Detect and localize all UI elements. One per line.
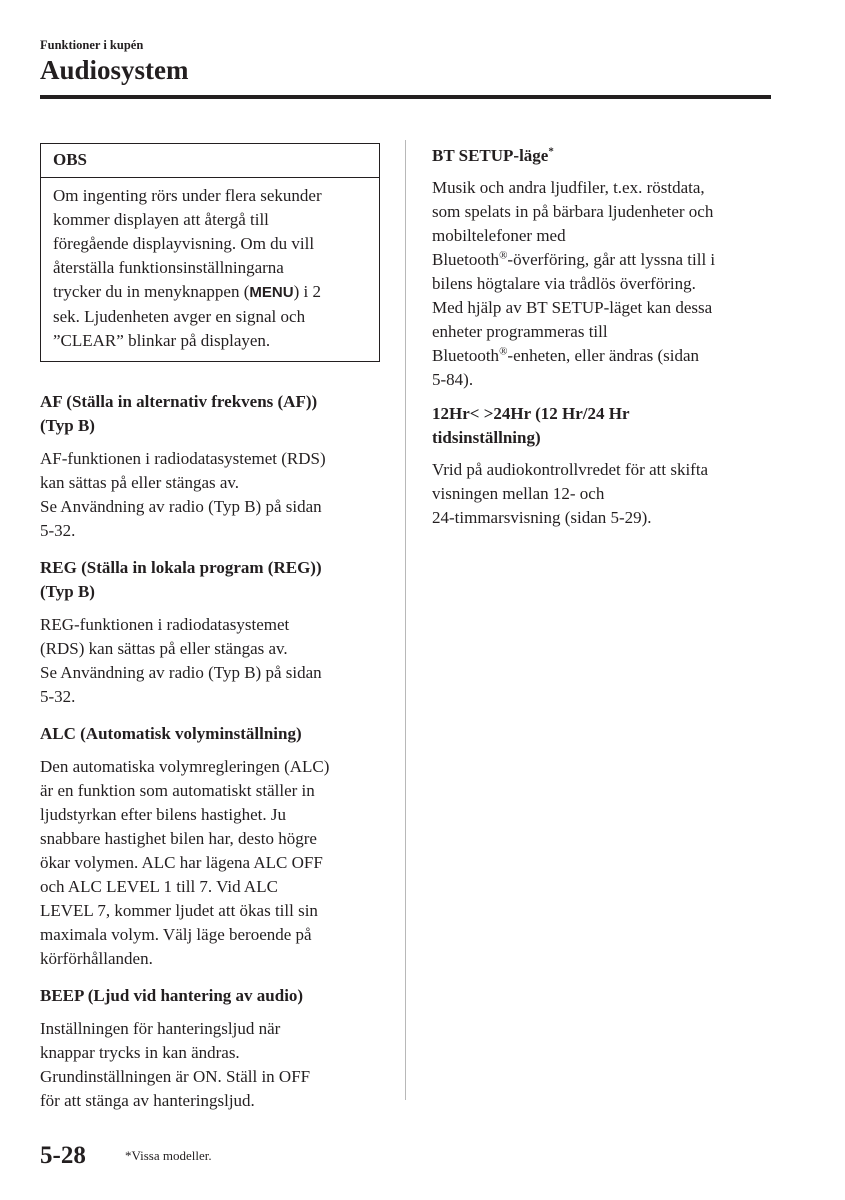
section-body: Vrid på audiokontrollvredet för att skifta visningen mellan 12- och 24-timmarsvisning (sidan 5-29). [432,460,709,527]
section-clock [432,402,772,530]
left-column [40,143,380,1126]
section-heading: 12Hr< >24Hr (12 Hr/24 Hr tidsinställning) [432,404,630,447]
note-text-part-1: Om ingenting rörs under flera sekunder kommer displayen att återgå till föregående displayvisning. Om du vill återställa funktionsinställningarna trycker du in menyknappen ( [53,186,322,302]
title-rule [40,95,771,99]
right-column [432,144,772,540]
model-mark: * [548,145,554,158]
note-box [40,143,380,362]
column-divider [405,140,406,1100]
page-title: Audiosystem [40,55,189,85]
menu-key-label: MENU [249,284,294,302]
section-reg [40,556,380,709]
section-body: Inställningen för hanteringsljud när knappar trycks in kan ändras. Grundinställningen är ON. Ställ in OFF för att stänga av hanteringsljud. [40,1019,311,1111]
registered-mark: ® [499,345,508,358]
bt-body-part-2: -överföring, går att lyssna till i bilens högtalare via trådlös överföring. Med hjälp av BT SETUP-läget kan dessa enheter programmeras till Bluetooth [432,250,716,365]
section-heading: AF (Ställa in alternativ frekvens (AF)) (Typ B) [40,392,318,436]
footnote: *Vissa modeller. [125,1148,212,1163]
section-beep [40,984,380,1113]
section-heading [432,144,772,168]
section-heading: ALC (Automatisk volyminställning) [40,724,302,744]
section-af [40,390,380,543]
section-body: REG-funktionen i radiodatasystemet (RDS) kan sättas på eller stängas av. Se Användning av radio (Typ B) på sidan 5-32. [40,615,322,707]
section-alc [40,722,380,971]
section-bt-setup [432,144,772,392]
registered-mark: ® [499,249,508,262]
section-body: AF-funktionen i radiodatasystemet (RDS) kan sättas på eller stängas av. Se Användning av radio (Typ B) på sidan 5-32. [40,449,326,541]
section-body [432,176,772,392]
section-body: Den automatiska volymregleringen (ALC) är en funktion som automatiskt ställer in ljudstyrkan efter bilens hastighet. Ju snabbare hastighet bilen har, desto högre ökar volymen. ALC har lägena ALC OFF och ALC LEVEL 1 till 7. Vid ALC LEVEL 7, kommer ljudet att ökas till sin maximala volym. Välj läge beroende på körförhållanden. [40,757,330,969]
bt-body-part-3: -enheten, eller ändras (sidan 5-84). [432,346,700,389]
bt-body-part-1: Musik och andra ljudfiler, t.ex. röstdata, som spelats in på bärbara ljudenheter och mobiltelefoner med Bluetooth [432,178,714,269]
bt-heading-text: BT SETUP-läge [432,146,549,165]
section-heading: BEEP (Ljud vid hantering av audio) [40,986,304,1006]
section-heading: REG (Ställa in lokala program (REG)) (Typ B) [40,558,322,602]
chapter-kicker: Funktioner i kupén [40,38,144,52]
note-heading: OBS [41,144,379,178]
note-text-part-2: ) i 2 sek. Ljudenheten avger en signal och ”CLEAR” blinkar på displayen. [53,282,321,351]
note-text [41,178,379,361]
page-number: 5-28 [40,1142,86,1169]
